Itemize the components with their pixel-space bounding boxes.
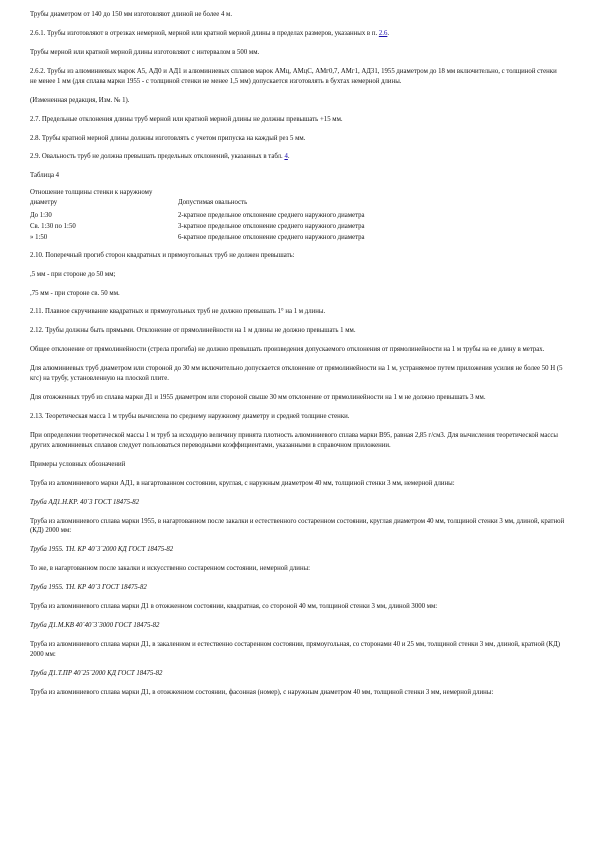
table-4 — [30, 188, 460, 244]
paragraph: То же, в нагартованном после закалки и искусственно состаренном состоянии, немерной длины: — [30, 565, 311, 573]
paragraph: Общее отклонение от прямолинейности (стрела прогиба) не должно превышать произведения допускаемого отклонения от прямолинейности на 1 м трубы на ее длину в метрах. — [30, 346, 545, 354]
paragraph-text: 2.9. Овальность труб не должна превышать предельных отклонений, указанных в табл. — [30, 153, 285, 161]
table-cell: Св. 1:30 по 1:50 — [30, 223, 76, 231]
paragraph-2-11: 2.11. Плавное скручивание квадратных и прямоугольных труб не должно превышать 1° на 1 м длины. — [30, 308, 326, 316]
paragraph: Трубы мерной или кратной мерной длины изготовляют с интервалом в 500 мм. — [30, 48, 260, 56]
paragraph-2-6-2: 2.6.2. Трубы из алюминиевых марок А5, АД0 и АД1 и алюминиевых сплавов марок АМц, АМцС, АМг0,7, АМг1, АД31, 1955 диаметром до 18 мм включительно, с толщиной стенки не менее 1 мм (для сплава марки 1955 - с толщиной стенки не менее 1,5 мм) допускается изготовлять в бухтах немерной длины. — [30, 67, 557, 85]
examples-heading: Примеры условных обозначений — [30, 460, 126, 468]
table-cell: 3-кратное предельное отклонение среднего наружного диаметра — [178, 223, 365, 231]
paragraph: Труба из алюминиевого марки АД1, в нагартованном состоянии, круглая, с наружным диаметром 40 мм, толщиной стенки 3 мм, немерной длины: — [30, 479, 455, 487]
paragraph-2-7: 2.7. Предельные отклонения длины труб мерной или кратной мерной длины не должны превышать +15 мм. — [30, 115, 343, 123]
paragraph: Для отожженных труб из сплава марки Д1 и 1955 диаметром или стороной свыше 30 мм отклонение от прямолинейности на 1 м не должно превышать 3 мм. — [30, 394, 486, 402]
paragraph-2-8: 2.8. Трубы кратной мерной длины должны изготовлять с учетом припуска на каждый рез 5 мм. — [30, 134, 306, 142]
table-header-cell: Допустимая овальность — [178, 198, 248, 206]
paragraph-2-12: 2.12. Трубы должны быть прямыми. Отклонение от прямолинейности на 1 м длины не должно превышать 1 мм. — [30, 327, 356, 335]
paragraph-text: 2.6.1. Трубы изготовляют в отрезках немерной, мерной или кратной мерной длины в пределах размеров, указанных в п. — [30, 29, 379, 37]
designation-example: Труба АД1.Н.КР. 40´3 ГОСТ 18475-82 — [30, 498, 140, 506]
paragraph: Труба из алюминиевого сплава марки Д1, в отожженном состоянии, фасонная (номер), с наружным диаметром 40 мм, толщиной стенки 3 мм, немерной длины: — [30, 688, 494, 696]
designation-example: Труба 1955. ТН. КР 40´3´2000 КД ГОСТ 18475-82 — [30, 546, 174, 554]
paragraph: Труба из алюминиевого сплава марки 1955, в нагартованном после закалки и естественного состаренном состоянии, круглая диаметром 40 мм, толщиной стенки 3 мм, длиной, кратной (КД) 2000 мм: — [30, 517, 565, 535]
paragraph: Труба из алюминиевого сплава марки Д1, в закаленном и естественно состаренном состоянии, прямоугольная, со сторонами 40 и 25 мм, толщиной стенки 3 мм, длиной, кратной (КД) 2000 мм: — [30, 641, 560, 658]
table-row — [30, 222, 460, 233]
paragraph-end: . — [287, 153, 290, 161]
table-cell: До 1:30 — [30, 212, 52, 220]
designation-example: Труба 1955. ТН. КР 40´3 ГОСТ 18475-82 — [30, 584, 147, 592]
table-cell: » 1:50 — [30, 234, 48, 242]
paragraph-2-13: 2.13. Теоретическая масса 1 м трубы вычислена по среднему наружному диаметру и средней толщине стенки. — [30, 413, 350, 420]
reference-link-2-6[interactable]: 2.6 — [378, 29, 388, 37]
paragraph-end: . — [387, 29, 390, 37]
table-cell: 6-кратное предельное отклонение среднего наружного диаметра — [178, 234, 365, 242]
table-cell: 2-кратное предельное отклонение среднего наружного диаметра — [178, 212, 365, 220]
paragraph-2-9 — [30, 152, 565, 162]
reference-link-table-4[interactable]: 4 — [284, 153, 288, 161]
paragraph-2-10: 2.10. Поперечный прогиб сторон квадратных и прямоугольных труб не должен превышать: — [30, 251, 295, 259]
amendment-note: (Измененная редакция, Изм. № 1). — [30, 96, 130, 104]
paragraph: Труба из алюминиевого сплава марки Д1 в отожженном состоянии, квадратная, со стороной 40 мм, толщиной стенки 3 мм, длиной 3000 мм: — [30, 603, 438, 611]
table-header-cell: Отношение толщины стенки к наружному диаметру — [30, 189, 153, 206]
paragraph-2-6-1 — [30, 29, 565, 39]
designation-example: Труба Д1.Т.ПР 40´25´2000 КД ГОСТ 18475-82 — [30, 669, 163, 677]
paragraph: При определении теоретической массы 1 м труб за исходную величину принята плотность алюминиевого сплава марки В95, равная 2,85 г/см3. Для вычисления теоретической массы других алюминиевых сплавов следует пользоваться переводными коэффициентами, указанными в справочном приложении. — [30, 431, 559, 449]
table-row — [30, 211, 460, 222]
table-header-row — [30, 188, 460, 211]
designation-example: Труба Д1.М.КВ 40´40´3´3000 ГОСТ 18475-82 — [30, 622, 160, 630]
table-row — [30, 233, 460, 244]
paragraph: Для алюминиевых труб диаметром или стороной до 30 мм включительно допускается отклонение от прямолинейности на 1 м, устраняемое путем приложения усилия не более 50 Н (5 кгс) на трубу, установленную на плоской плите. — [30, 365, 563, 383]
paragraph: Трубы диаметром от 140 до 150 мм изготовляют длиной не более 4 м. — [30, 11, 233, 18]
paragraph: ,75 мм - при стороне св. 50 мм. — [30, 289, 120, 297]
table-caption: Таблица 4 — [30, 172, 60, 180]
paragraph: ,5 мм - при стороне до 50 мм; — [30, 270, 116, 278]
